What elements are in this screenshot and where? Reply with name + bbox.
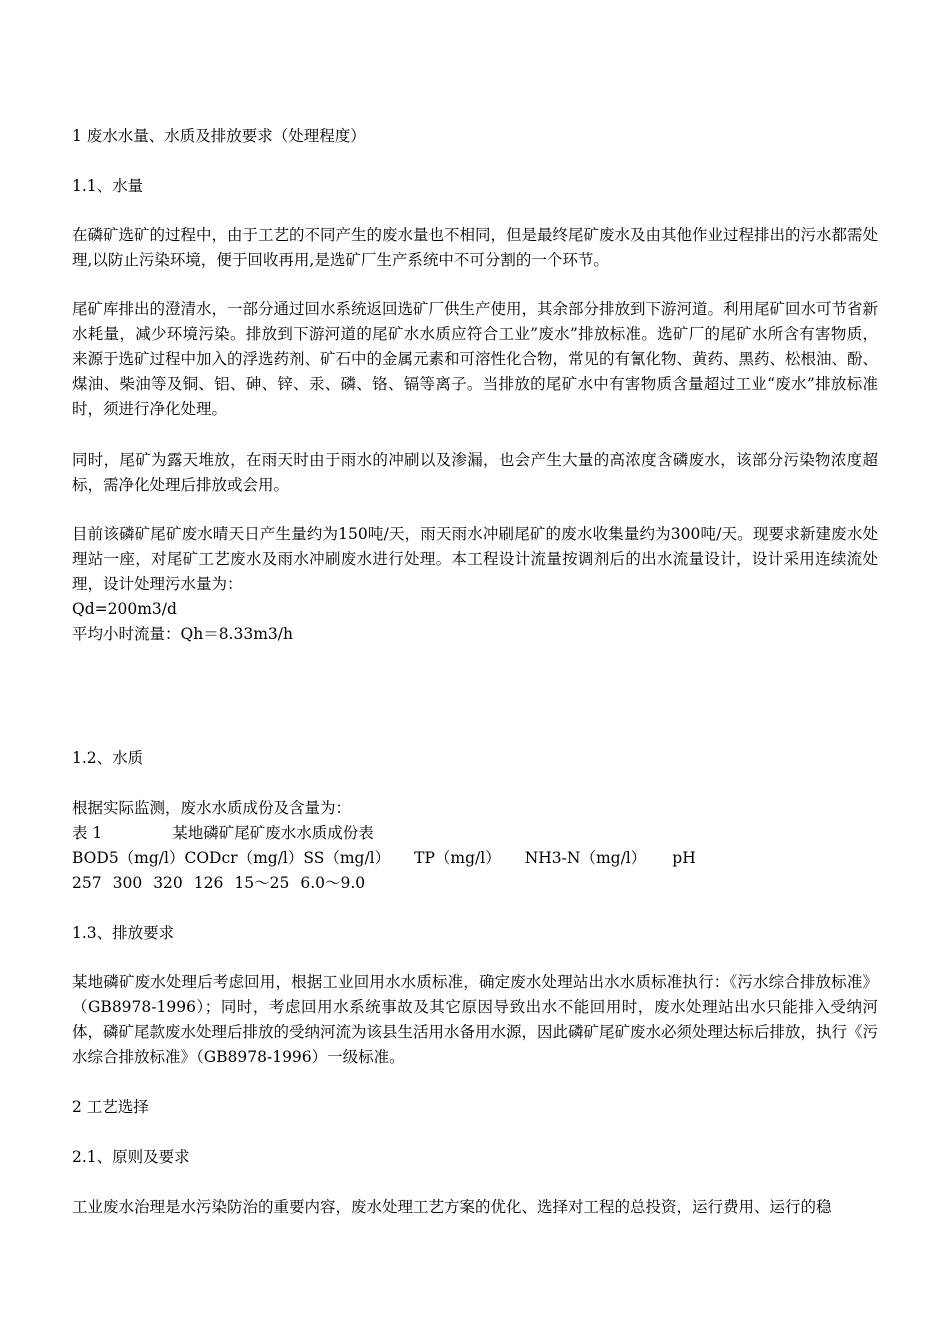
table-value-cell: 320 bbox=[153, 874, 183, 892]
paragraph-6: 某地磷矿废水处理后考虑回用，根据工业回用水水质标准，确定废水处理站出水水质标准执行：《污水综合排放标准》（GB8978-1996）；同时，考虑回用水系统事故及其它原因导致出水不能回用时，废水处理站出水只能排入受纳河体，磷矿尾款废水处理后排放的受纳河流为该县生活用水备用水源，因此磷矿尾矿废水必须处理达标后排放，执行《污水综合排放标准》（GB8978-1996）一级标准。 bbox=[72, 973, 879, 1066]
table-header-cell: NH3-N（mg/l） bbox=[524, 849, 647, 867]
table-header-cell: pH bbox=[672, 849, 696, 867]
table-header-cell: BOD5（mg/l） bbox=[72, 849, 185, 867]
subsection-heading-1-1: 1.1、水量 bbox=[72, 177, 144, 195]
table-header-cell: CODcr（mg/l） bbox=[184, 849, 304, 867]
section-heading-2: 2 工艺选择 bbox=[72, 1098, 149, 1116]
paragraph-3: 同时，尾矿为露天堆放，在雨天时由于雨水的冲刷以及渗漏，也会产生大量的高浓度含磷废水，该部分污染物浓度超标，需净化处理后排放或会用。 bbox=[72, 451, 878, 494]
table-header-row bbox=[72, 846, 696, 870]
table-value-cell: 300 bbox=[112, 874, 143, 892]
design-flow-hourly: 平均小时流量：Qh＝8.33m3/h bbox=[72, 625, 293, 643]
design-flow-daily: Qd=200m3/d bbox=[72, 600, 177, 618]
subsection-heading-1-3: 1.3、排放要求 bbox=[72, 924, 175, 942]
paragraph-7: 工业废水治理是水污染防治的重要内容，废水处理工艺方案的优化、选择对工程的总投资，运行费用、运行的稳 bbox=[72, 1198, 832, 1216]
paragraph-5: 根据实际监测，废水水质成份及含量为： bbox=[72, 799, 352, 817]
table-value-cell: 257 bbox=[72, 874, 102, 892]
table-caption bbox=[72, 821, 374, 845]
table-caption-title: 某地磷矿尾矿废水水质成份表 bbox=[172, 824, 374, 842]
paragraph-1: 在磷矿选矿的过程中，由于工艺的不同产生的废水量也不相同，但是最终尾矿废水及由其他作业过程排出的污水都需处理,以防止污染环境，便于回收再用,是选矿厂生产系统中不可分割的一个环节。 bbox=[72, 226, 879, 269]
paragraph-2: 尾矿库排出的澄清水，一部分通过回水系统返回选矿厂供生产使用，其余部分排放到下游河道。利用尾矿回水可节省新水耗量，减少环境污染。排放到下游河道的尾矿水水质应符合工业”废水”排放标准。选矿厂的尾矿水所含有害物质，来源于选矿过程中加入的浮选药剂、矿石中的金属元素和可溶性化合物，常见的有氰化物、黄药、黑药、松根油、酚、煤油、柴油等及铜、铝、砷、锌、汞、磷、铬、镉等离子。当排放的尾矿水中有害物质含量超过工业“废水”排放标准时，须进行净化处理。 bbox=[72, 300, 879, 418]
table-header-cell: TP（mg/l） bbox=[414, 849, 501, 867]
table-caption-number: 表 1 bbox=[72, 824, 103, 842]
section-heading-1: 1 废水水量、水质及排放要求（处理程度） bbox=[72, 127, 366, 145]
table-value-row bbox=[72, 871, 365, 895]
paragraph-4: 目前该磷矿尾矿废水晴天日产生量约为150吨/天，雨天雨水冲刷尾矿的废水收集量约为300吨/天。现要求新建废水处理站一座，对尾矿工艺废水及雨水冲刷废水进行处理。本工程设计流量按调剂后的出水流量设计，设计采用连续流处理，设计处理污水量为： bbox=[72, 525, 878, 593]
table-value-cell: 126 bbox=[193, 874, 224, 892]
table-value-cell: 6.0～9.0 bbox=[300, 874, 366, 892]
subsection-heading-1-2: 1.2、水质 bbox=[72, 749, 144, 767]
table-header-cell: SS（mg/l） bbox=[303, 849, 391, 867]
subsection-heading-2-1: 2.1、原则及要求 bbox=[72, 1148, 190, 1166]
table-value-cell: 15～25 bbox=[234, 874, 290, 892]
